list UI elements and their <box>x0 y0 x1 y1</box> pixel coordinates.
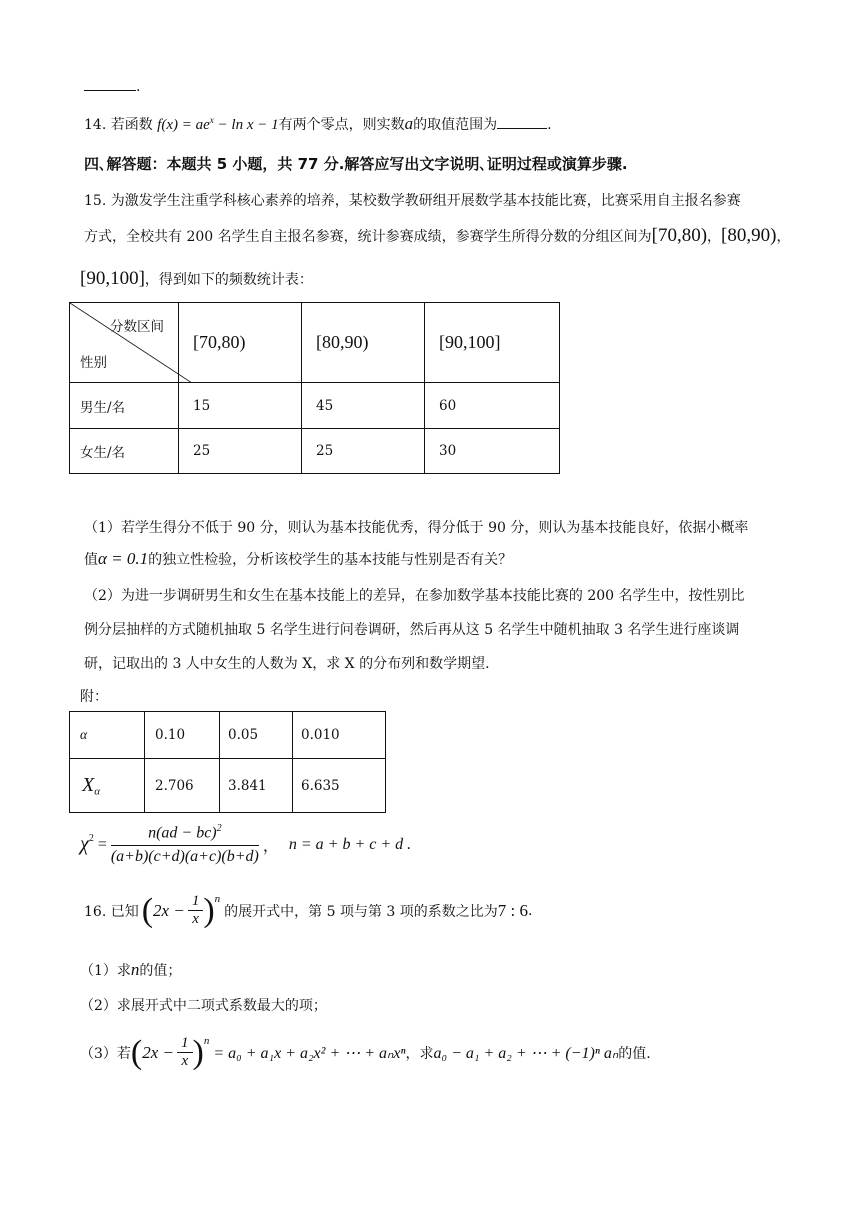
table-cell: 25 <box>179 429 302 474</box>
q15-interval2: [80,90) <box>721 225 777 246</box>
n-definition: n = a + b + c + d . <box>288 835 412 853</box>
q15-interval1: [70,80) <box>651 225 708 246</box>
q14-text-middle: 有两个零点，则实数 <box>278 117 405 133</box>
table-cell: 25 <box>302 429 425 474</box>
row-label: 女生/名 <box>70 429 179 474</box>
q15-line3: [90,100]，得到如下的频数统计表： <box>80 268 313 289</box>
column-header: [80,90) <box>302 303 425 383</box>
q16-part2: （2）求展开式中二项式系数最大的项； <box>80 998 327 1014</box>
q15-interval3: [90,100] <box>80 268 145 289</box>
table-cell: 30 <box>425 429 560 474</box>
alpha-header: α <box>70 712 145 759</box>
q14-number: 14. <box>84 117 107 133</box>
q15-line1: 15. 为激发学生注重学科核心素养的培养，某校数学教研组开展数学基本技能比赛，比赛采用自主报名参赛 <box>84 193 741 209</box>
appendix-label: 附： <box>80 689 108 705</box>
table-cell: 2.706 <box>145 759 220 813</box>
table-cell: 3.841 <box>220 759 293 813</box>
column-header: [70,80) <box>179 303 302 383</box>
row-label: 男生/名 <box>70 383 179 429</box>
table-cell: 6.635 <box>293 759 386 813</box>
q14-text-before: 若函数 <box>110 117 153 133</box>
q14-period: . <box>547 117 552 133</box>
table-cell: 0.010 <box>293 712 386 759</box>
frequency-table <box>69 302 560 474</box>
q15-part2-line1: （2）为进一步调研男生和女生在基本技能上的差异，在参加数学基本技能比赛的 200 名学生中，按性别比 <box>84 588 745 604</box>
table-cell: 0.10 <box>145 712 220 759</box>
header-gender-label: 性别 <box>80 355 107 371</box>
q15-part2-line2: 例分层抽样的方式随机抽取 5 名学生进行问卷调研，然后再从这 5 名学生中随机抽取 3 名学生进行座谈调 <box>84 622 740 638</box>
table-cell: 0.05 <box>220 712 293 759</box>
q14-formula: $f(x) = ae^x - \ln x - 1$ <box>157 115 279 133</box>
table-corner-header <box>70 303 179 383</box>
table-row <box>70 429 560 474</box>
header-interval-label: 分数区间 <box>110 319 164 335</box>
q15-part2-line3: 研，记取出的 3 人中女生的人数为 X，求 X 的分布列和数学期望. <box>84 656 490 672</box>
question-16-intro: 16. 已知 ( 2x − $\frac{1}{x}$ ) $^n$ 的展开式中，第 5 项与第 3 项的系数之比为 7 : 6 . <box>84 891 533 929</box>
critical-value-table <box>69 711 386 813</box>
table-cell: 60 <box>425 383 560 429</box>
alpha-value: α = 0.1 <box>98 549 149 568</box>
chi-square-formula: χ $^2$ = $\frac{n(ad - bc)^2}{(a+b)(c+d)(a+c)(b+d)}$ ， n = a + b + c + d . <box>80 823 412 865</box>
table-cell: 15 <box>179 383 302 429</box>
ratio-value: 7 : 6 <box>497 900 529 920</box>
q15-part1-line2: 值α = 0.1的独立性检验，分析该校学生的基本技能与性别是否有关？ <box>84 549 513 568</box>
q16-part1: （1）求n的值； <box>80 960 182 979</box>
q14-text-after: 的取值范围为 <box>413 117 498 133</box>
column-header: [90,100] <box>425 303 560 383</box>
q14-var-a: a <box>404 114 414 133</box>
table-row <box>70 383 560 429</box>
section-4-heading: 四､解答题：本题共 5 小题，共 77 分.解答应写出文字说明､证明过程或演算步骤. <box>84 155 628 173</box>
q14-answer-blank <box>497 116 547 129</box>
x-alpha-header: $X_\alpha$ <box>70 759 145 813</box>
q16-part3: （3）若 ( 2x − $\frac{1}{x}$ ) $^n$ = a₀ + a₁x + a₂x² + ⋯ + aₙxⁿ ，求 a₀ − a₁ + a₂ + ⋯ + (−1)ⁿ aₙ 的值. <box>80 1033 651 1071</box>
q15-line2: 方式，全校共有 200 名学生自主报名参赛，统计参赛成绩，参赛学生所得分数的分组区间为[70,80)，[80,90)， <box>84 225 791 246</box>
table-cell: 45 <box>302 383 425 429</box>
question-14 <box>84 114 552 134</box>
chi-square-fraction: $\frac{n(ad - bc)^2}{(a+b)(c+d)(a+c)(b+d)}$ <box>110 823 259 865</box>
q15-part1-line1: （1）若学生得分不低于 90 分，则认为基本技能优秀，得分低于 90 分，则认为基本技能良好，依据小概率 <box>84 520 749 536</box>
answer-blank-top: . <box>84 78 140 95</box>
